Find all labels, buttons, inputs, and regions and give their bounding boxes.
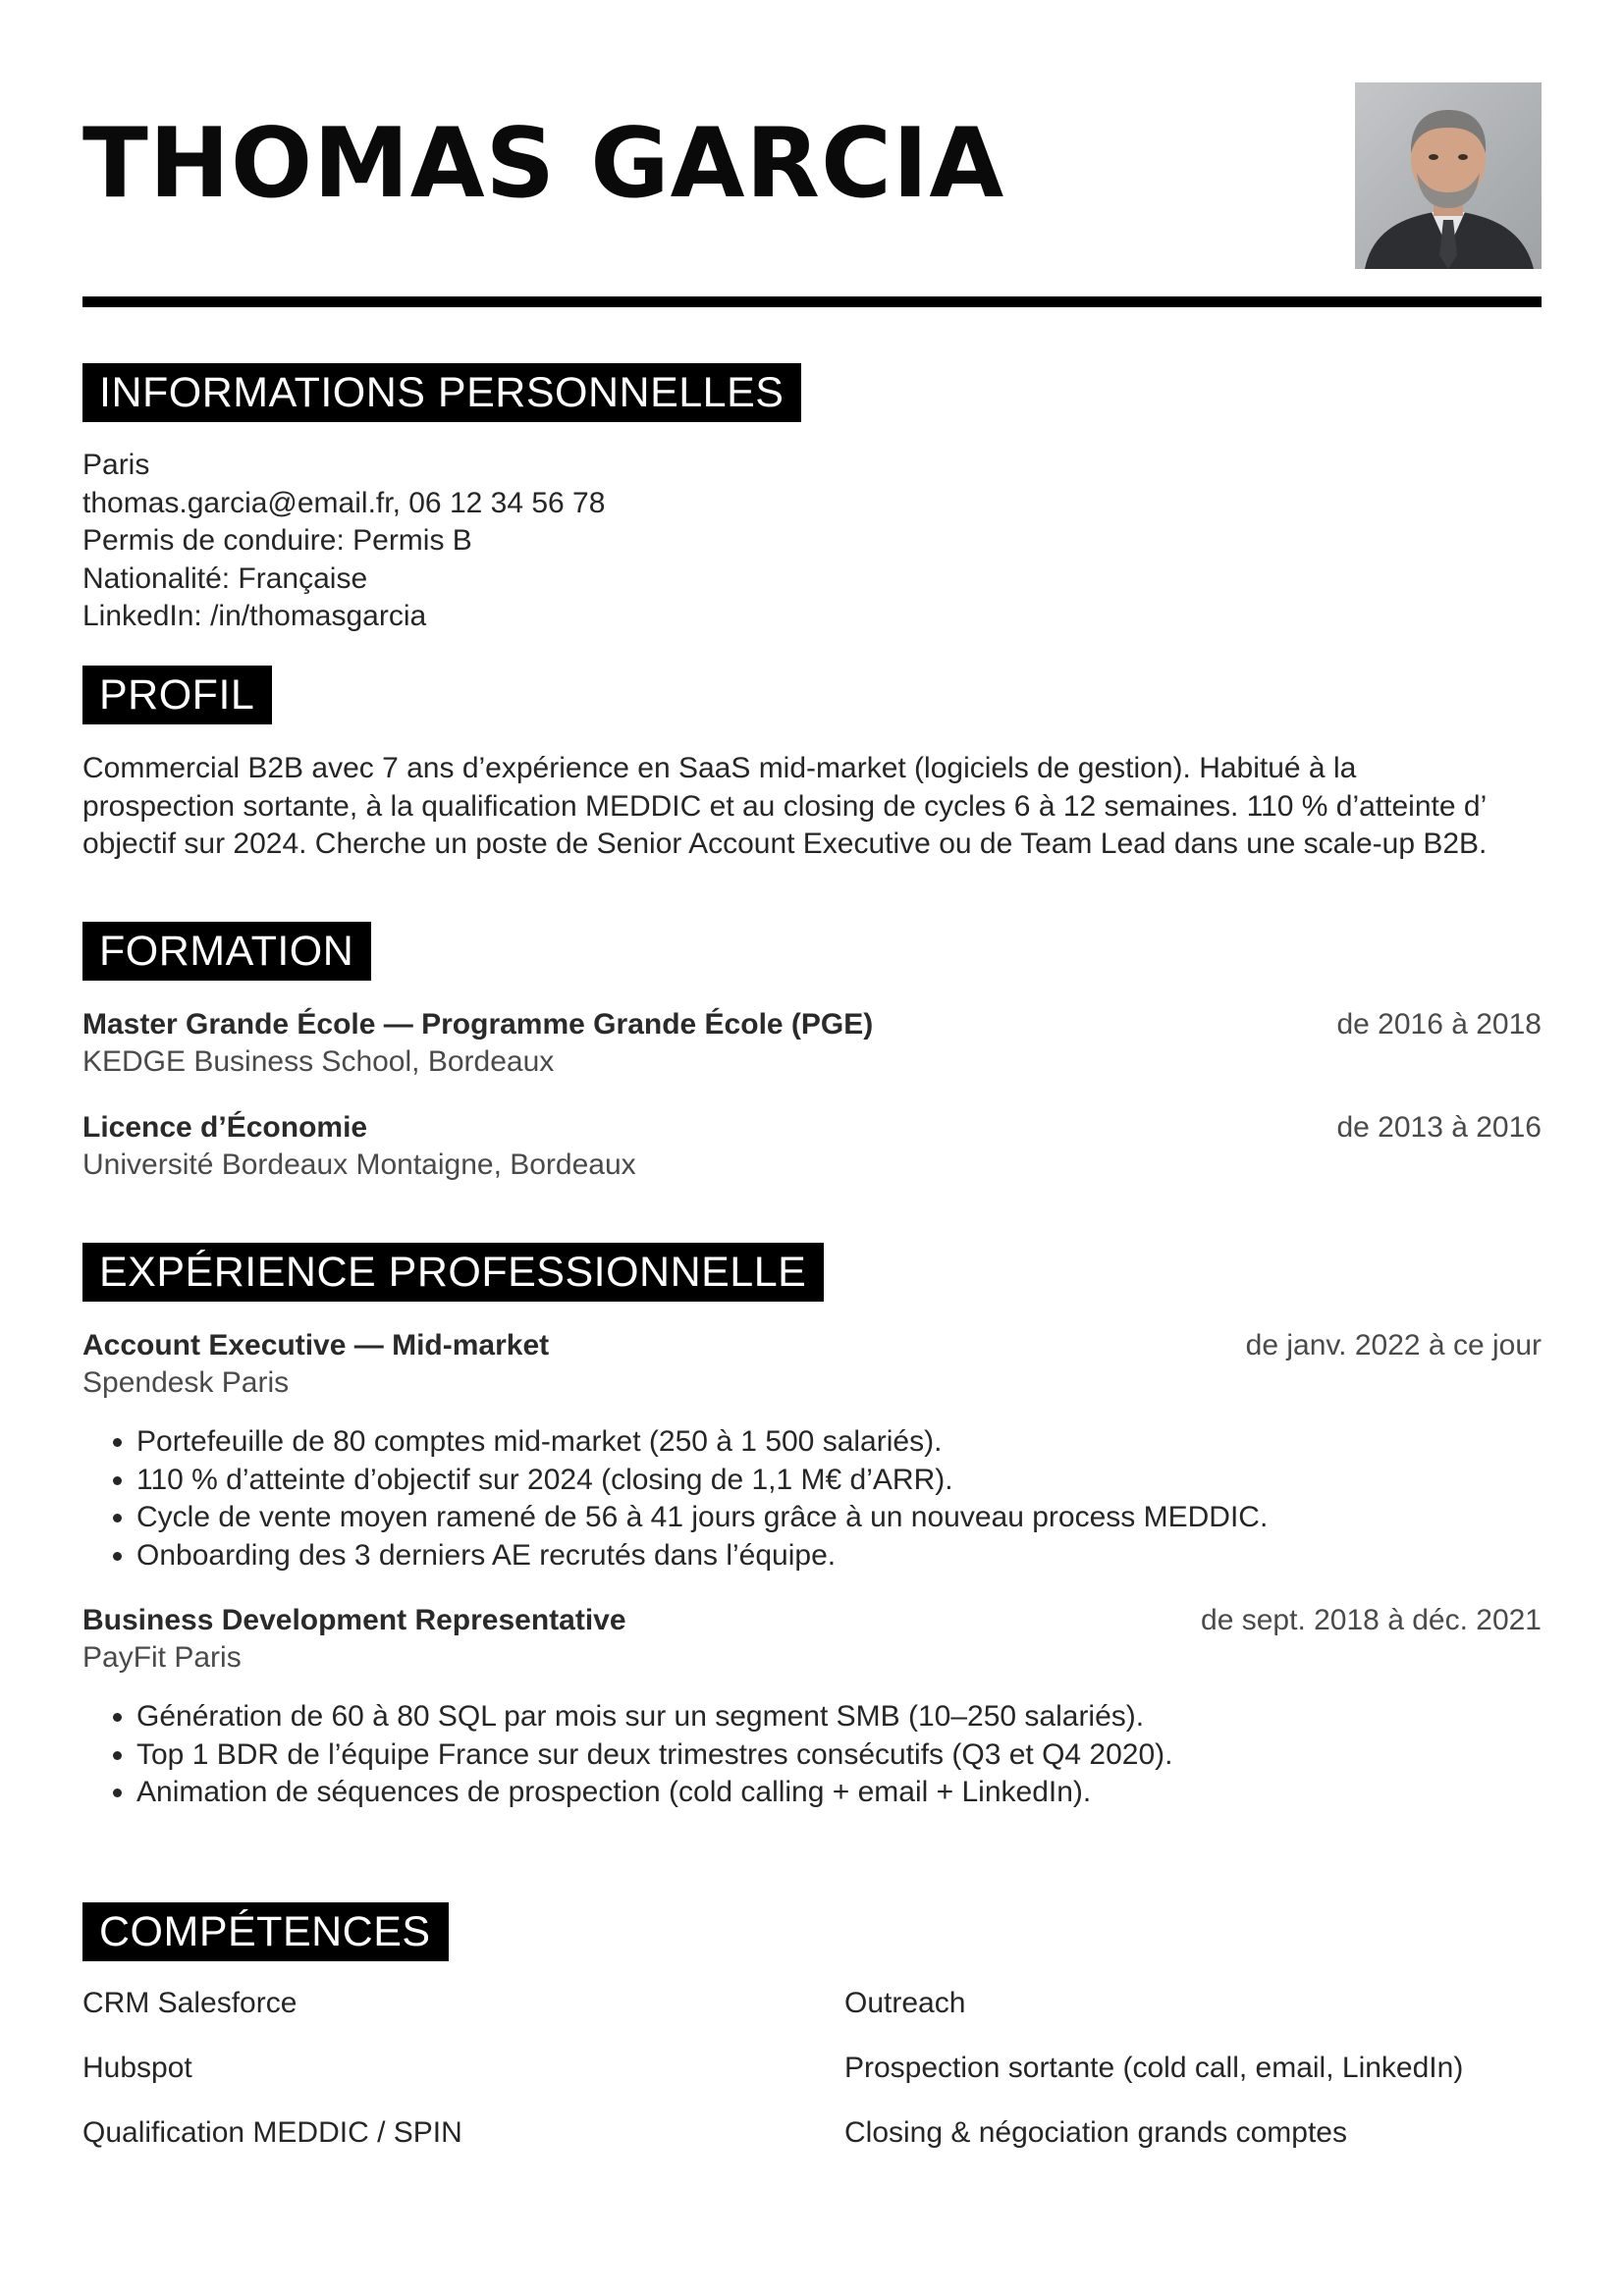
skill-item: Qualification MEDDIC / SPIN — [82, 2116, 462, 2149]
education-entry — [82, 1006, 1542, 1081]
header-divider — [82, 296, 1542, 307]
achievement-item: • Génération de 60 à 80 SQL par mois sur un segment SMB (10–250 salariés). — [136, 1698, 1542, 1736]
job-title: Business Development Representative — [82, 1604, 626, 1636]
achievement-item: • Top 1 BDR de l’équipe France sur deux trimestres consécutifs (Q3 et Q4 2020). — [136, 1736, 1542, 1775]
achievement-item: • 110 % d’atteinte d’objectif sur 2024 (closing de 1,1 M€ d’ARR). — [136, 1462, 1542, 1500]
education-degree: Licence d’Économie — [82, 1111, 368, 1144]
job-title: Account Executive — Mid-market — [82, 1329, 550, 1362]
experience-entry — [82, 1602, 1542, 1812]
job-company: PayFit Paris — [82, 1641, 242, 1674]
section-title-education: FORMATION — [82, 922, 371, 981]
education-school: KEDGE Business School, Bordeaux — [82, 1045, 555, 1078]
skill-item: CRM Salesforce — [82, 1987, 298, 2019]
section-title-experience: EXPÉRIENCE PROFESSIONNELLE — [82, 1243, 824, 1302]
achievement-item: • Onboarding des 3 derniers AE recrutés dans l’équipe. — [136, 1537, 1542, 1575]
achievement-item: • Animation de séquences de prospection (cold calling + email + LinkedIn). — [136, 1774, 1542, 1812]
skill-item: Hubspot — [82, 2052, 192, 2084]
achievement-item: • Portefeuille de 80 comptes mid-market (250 à 1 500 salariés). — [136, 1423, 1542, 1462]
education-entry — [82, 1109, 1542, 1184]
section-title-personal-info: INFORMATIONS PERSONNELLES — [82, 363, 801, 422]
section-experience — [82, 1243, 1542, 1812]
info-nationality: Nationalité: Française — [82, 561, 368, 595]
profile-photo — [1355, 82, 1542, 269]
job-company: Spendesk Paris — [82, 1366, 290, 1399]
education-date: de 2016 à 2018 — [1336, 1008, 1542, 1041]
job-achievements — [82, 1423, 1542, 1575]
section-personal-info — [82, 363, 1542, 636]
personal-info-lines — [82, 447, 1542, 636]
skill-item: Prospection sortante (cold call, email, LinkedIn) — [844, 2052, 1464, 2084]
education-school: Université Bordeaux Montaigne, Bordeaux — [82, 1148, 636, 1181]
portrait-image — [1355, 82, 1542, 269]
info-city: Paris — [82, 449, 150, 481]
info-linkedin: LinkedIn: /in/thomasgarcia — [82, 600, 427, 632]
resume-header — [82, 0, 1542, 285]
education-degree: Master Grande École — Programme Grande École (PGE) — [82, 1008, 874, 1041]
candidate-name: THOMAS GARCIA — [82, 108, 1005, 220]
skill-item: Outreach — [844, 1987, 966, 2019]
skills-grid — [82, 1985, 1542, 2152]
job-date: de sept. 2018 à déc. 2021 — [1201, 1604, 1542, 1636]
job-achievements — [82, 1698, 1542, 1812]
job-date: de janv. 2022 à ce jour — [1245, 1329, 1542, 1362]
section-title-profile: PROFIL — [82, 666, 272, 724]
info-license: Permis de conduire: Permis B — [82, 524, 472, 557]
experience-entry — [82, 1327, 1542, 1575]
achievement-item: • Cycle de vente moyen ramené de 56 à 41 jours grâce à un nouveau process MEDDIC. — [136, 1499, 1542, 1537]
skill-item: Closing & négociation grands comptes — [844, 2116, 1347, 2149]
profile-line: Commercial B2B avec 7 ans d’expérience en SaaS mid-market (logiciels de gestion). Habitué à la — [82, 752, 1357, 784]
profile-text — [82, 750, 1542, 864]
section-education — [82, 922, 1542, 1184]
info-contact: thomas.garcia@email.fr, 06 12 34 56 78 — [82, 486, 606, 519]
section-skills — [82, 1902, 1542, 2152]
section-profile — [82, 666, 1542, 864]
profile-line: objectif sur 2024. Cherche un poste de Senior Account Executive ou de Team Lead dans une scale-up B2B. — [82, 828, 1488, 860]
profile-line: prospection sortante, à la qualification MEDDIC et au closing de cycles 6 à 12 semaines. 110 % d’atteinte d’ — [82, 789, 1488, 823]
education-date: de 2013 à 2016 — [1336, 1111, 1542, 1144]
section-title-skills: COMPÉTENCES — [82, 1902, 449, 1961]
